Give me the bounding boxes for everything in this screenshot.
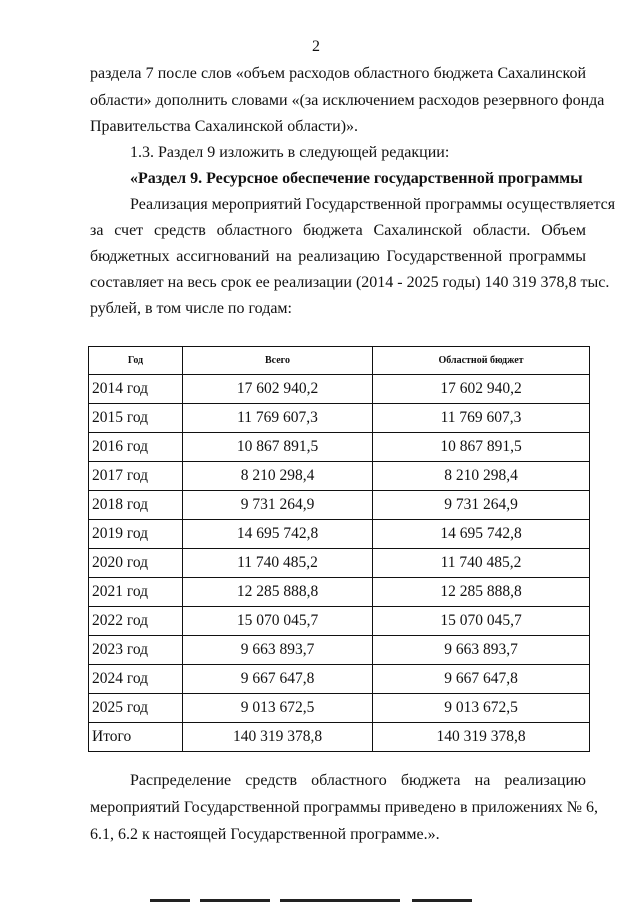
table-row xyxy=(89,549,590,578)
table-header-row xyxy=(89,347,590,375)
cell-regional-budget: 11 740 485,2 xyxy=(373,549,590,578)
table-row xyxy=(89,607,590,636)
cell-total: 140 319 378,8 xyxy=(183,723,373,752)
cell-total: 10 867 891,5 xyxy=(183,433,373,462)
cell-year: 2025 год xyxy=(89,694,183,723)
cell-year: 2023 год xyxy=(89,636,183,665)
cell-year: 2016 год xyxy=(89,433,183,462)
header-year: Год xyxy=(89,347,183,375)
header-total: Всего xyxy=(183,347,373,375)
cell-regional-budget: 9 663 893,7 xyxy=(373,636,590,665)
paragraph-line: составляет на весь срок ее реализации (2014 - 2025 годы) 140 319 378,8 тыс. xyxy=(90,274,610,291)
table-row xyxy=(89,578,590,607)
paragraph-line: мероприятий Государственной программы приведено в приложениях № 6, xyxy=(90,799,599,816)
budget-table xyxy=(88,346,590,752)
page-number: 2 xyxy=(312,38,320,55)
cut-off-text-line xyxy=(150,895,480,905)
cell-regional-budget: 14 695 742,8 xyxy=(373,520,590,549)
cell-total: 12 285 888,8 xyxy=(183,578,373,607)
paragraph-line: раздела 7 после слов «объем расходов областного бюджета Сахалинской xyxy=(90,65,586,82)
cell-regional-budget: 12 285 888,8 xyxy=(373,578,590,607)
cell-year: Итого xyxy=(89,723,183,752)
cell-year: 2017 год xyxy=(89,462,183,491)
table-row xyxy=(89,404,590,433)
cell-total: 11 740 485,2 xyxy=(183,549,373,578)
paragraph-line: Правительства Сахалинской области)». xyxy=(90,118,359,135)
paragraph-line: 6.1, 6.2 к настоящей Государственной программе.». xyxy=(90,826,440,843)
table-row xyxy=(89,433,590,462)
cell-total: 17 602 940,2 xyxy=(183,375,373,404)
cell-year: 2019 год xyxy=(89,520,183,549)
cell-total: 9 731 264,9 xyxy=(183,491,373,520)
table-row xyxy=(89,520,590,549)
cell-total: 14 695 742,8 xyxy=(183,520,373,549)
header-regional-budget: Областной бюджет xyxy=(373,347,590,375)
paragraph-line: Реализация мероприятий Государственной программы осуществляется xyxy=(130,196,616,213)
cell-total: 9 663 893,7 xyxy=(183,636,373,665)
paragraph-line: за счет средств областного бюджета Сахалинской области. Объем xyxy=(90,222,586,239)
cell-regional-budget: 9 667 647,8 xyxy=(373,665,590,694)
item-1-3: 1.3. Раздел 9 изложить в следующей редакции: xyxy=(130,144,450,161)
cell-year: 2024 год xyxy=(89,665,183,694)
table-row xyxy=(89,636,590,665)
cell-total: 11 769 607,3 xyxy=(183,404,373,433)
cell-regional-budget: 9 013 672,5 xyxy=(373,694,590,723)
table-row xyxy=(89,462,590,491)
cell-regional-budget: 15 070 045,7 xyxy=(373,607,590,636)
cell-regional-budget: 8 210 298,4 xyxy=(373,462,590,491)
cell-total: 15 070 045,7 xyxy=(183,607,373,636)
table-row xyxy=(89,723,590,752)
cell-regional-budget: 17 602 940,2 xyxy=(373,375,590,404)
paragraph-line: области» дополнить словами «(за исключением расходов резервного фонда xyxy=(90,92,605,109)
cell-total: 8 210 298,4 xyxy=(183,462,373,491)
table-row xyxy=(89,491,590,520)
table-row xyxy=(89,694,590,723)
section-heading: «Раздел 9. Ресурсное обеспечение государственной программы xyxy=(130,170,583,187)
cell-year: 2020 год xyxy=(89,549,183,578)
cell-year: 2021 год xyxy=(89,578,183,607)
cell-year: 2015 год xyxy=(89,404,183,433)
cell-regional-budget: 9 731 264,9 xyxy=(373,491,590,520)
cell-total: 9 667 647,8 xyxy=(183,665,373,694)
paragraph-line: рублей, в том числе по годам: xyxy=(90,300,292,317)
cell-year: 2014 год xyxy=(89,375,183,404)
cell-regional-budget: 10 867 891,5 xyxy=(373,433,590,462)
cell-year: 2022 год xyxy=(89,607,183,636)
paragraph-line: Распределение средств областного бюджета на реализацию xyxy=(130,772,586,789)
paragraph-line: бюджетных ассигнований на реализацию Государственной программы xyxy=(90,248,586,265)
cell-regional-budget: 11 769 607,3 xyxy=(373,404,590,433)
cell-year: 2018 год xyxy=(89,491,183,520)
cell-total: 9 013 672,5 xyxy=(183,694,373,723)
table-row xyxy=(89,665,590,694)
cell-regional-budget: 140 319 378,8 xyxy=(373,723,590,752)
table-row xyxy=(89,375,590,404)
